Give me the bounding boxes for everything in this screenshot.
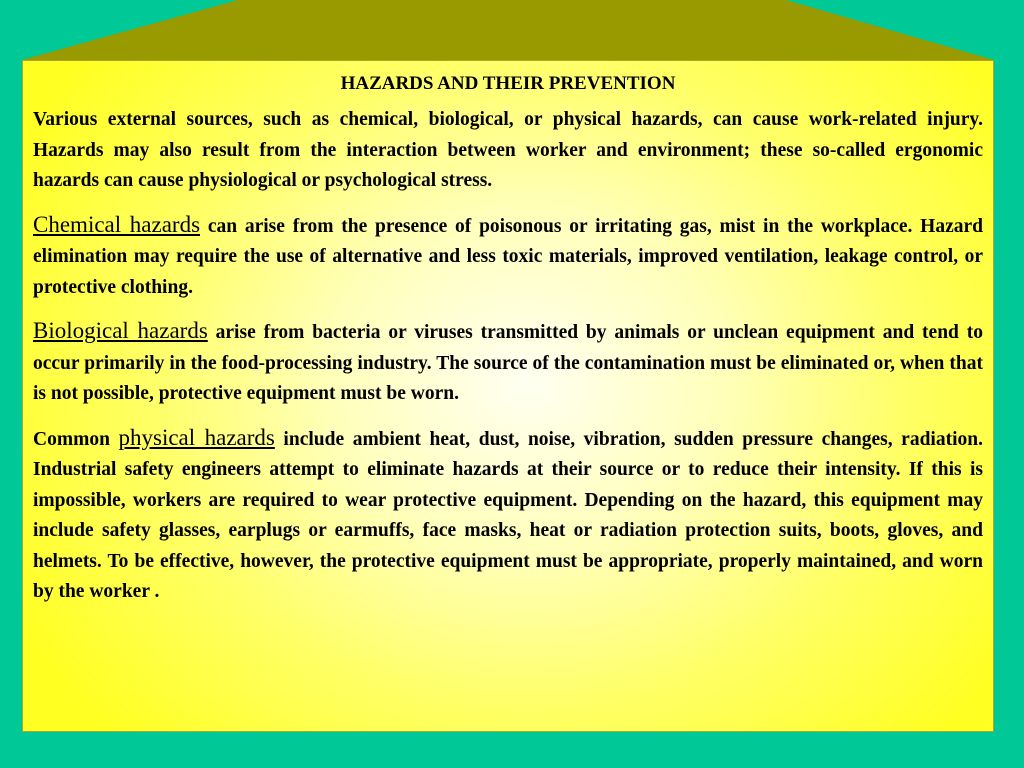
roof-polygon bbox=[22, 0, 994, 60]
intro-paragraph bbox=[33, 105, 983, 197]
content-panel bbox=[22, 60, 994, 732]
physical-hazards-term: physical hazards bbox=[118, 424, 275, 450]
chemical-hazards-term: Chemical hazards bbox=[33, 211, 201, 237]
physical-text: include ambient heat, dust, noise, vibration, sudden pressure changes, radiation. Industrial safety engineers attempt to eliminate hazards at their source or to reduce their intensity. If this is impossible, workers are required to wear protective equipment. Depending on the hazard, this equipment may include safety glasses, earplugs or earmuffs, face masks, heat or radiation protection suits, boots, gloves, and helmets. To be effective, however, the protective equipment must be appropriate, properly maintained, and worn by the worker . bbox=[33, 428, 983, 602]
intro-text: Various external sources, such as chemical, biological, or physical hazards, can cause work-related injury. Hazards may also result from the interaction between worker and environment; these so-called ergonomic hazards can cause physiological or psychological stress. bbox=[33, 109, 983, 191]
page-title: HAZARDS AND THEIR PREVENTION bbox=[340, 73, 676, 94]
biological-hazards-term: Biological hazards bbox=[33, 318, 208, 343]
chemical-paragraph bbox=[33, 210, 983, 304]
chemical-text: can arise from the presence of poisonous or irritating gas, mist in the workplace. Hazard elimination may require the use of alternative and less toxic materials, improved ventilation, leakage control, or protective clothing. bbox=[33, 215, 983, 298]
biological-paragraph bbox=[33, 316, 983, 410]
physical-prefix: Common bbox=[33, 428, 119, 450]
biological-text: arise from bacteria or viruses transmitted by animals or unclean equipment and tend to occur primarily in the food-processing industry. The source of the contamination must be eliminated or, when that is not possible, protective equipment must be worn. bbox=[33, 322, 983, 404]
physical-paragraph bbox=[33, 423, 983, 608]
